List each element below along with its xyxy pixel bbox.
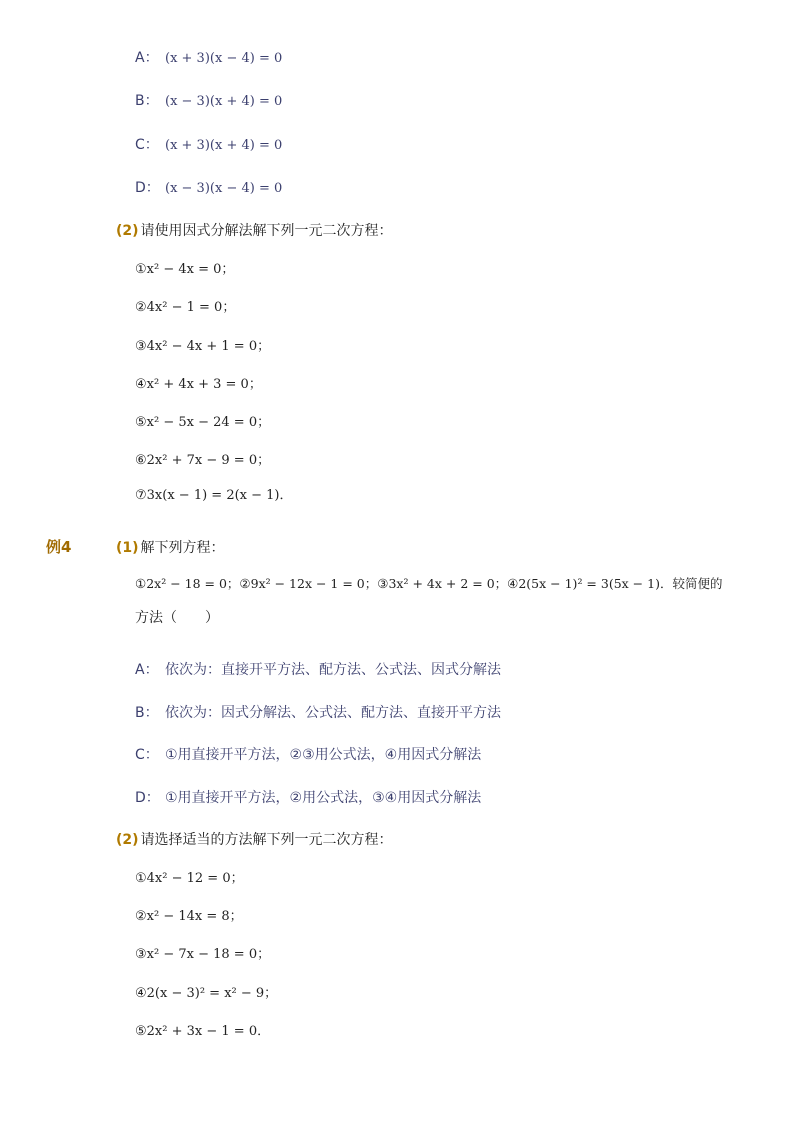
question-text: 解下列方程： (140, 540, 225, 556)
option-letter: A： (135, 662, 159, 678)
example4-part2-heading (116, 829, 393, 849)
option-text: (x + 3)(x + 4) = 0 (165, 138, 283, 153)
equation-item: ⑤x² − 5x − 24 = 0； (135, 415, 271, 430)
option-text: (x − 3)(x − 4) = 0 (165, 181, 283, 196)
example-label: 例4 (46, 538, 72, 556)
option-b (135, 90, 282, 110)
option-letter: C： (135, 747, 159, 763)
example4-part1-heading (116, 537, 225, 557)
option-text: 依次为：因式分解法、公式法、配方法、直接开平方法 (165, 705, 501, 721)
question-number: (2) (116, 832, 139, 848)
equation-item: ④2(x − 3)² = x² − 9； (135, 986, 278, 1001)
option-c (135, 744, 481, 764)
question-2-heading (116, 220, 393, 240)
question-number: (1) (116, 540, 139, 556)
equation-item: ③4x² − 4x + 1 = 0； (135, 339, 271, 354)
equation-item: ⑦3x(x − 1) = 2(x − 1)． (135, 488, 293, 503)
equation-item: ③x² − 7x − 18 = 0； (135, 947, 271, 962)
equation-item: ⑥2x² + 7x − 9 = 0； (135, 453, 271, 468)
option-letter: A： (135, 50, 159, 66)
option-a (135, 659, 501, 679)
option-d (135, 177, 282, 197)
option-letter: D： (135, 180, 160, 196)
option-d (135, 787, 481, 807)
option-letter: B： (135, 93, 159, 109)
option-letter: C： (135, 137, 159, 153)
question-number: (2) (116, 223, 139, 239)
equation-item: ②x² − 14x = 8； (135, 909, 243, 924)
option-letter: D： (135, 790, 160, 806)
equation-item: ①4x² − 12 = 0； (135, 871, 244, 886)
option-a (135, 47, 282, 67)
question-text: 请使用因式分解法解下列一元二次方程： (140, 223, 393, 239)
example4-equations-line2: 方法（ ） (135, 610, 219, 626)
option-text: 依次为：直接开平方法、配方法、公式法、因式分解法 (165, 662, 501, 678)
question-text: 请选择适当的方法解下列一元二次方程： (140, 832, 393, 848)
option-text: ①用直接开平方法，②③用公式法，④用因式分解法 (165, 747, 482, 763)
option-text: (x − 3)(x + 4) = 0 (165, 94, 283, 109)
equation-item: ④x² + 4x + 3 = 0； (135, 377, 262, 392)
option-b (135, 702, 501, 722)
example4-equations-line: ①2x² − 18 = 0；②9x² − 12x − 1 = 0；③3x² + 4x + 2 = 0；④2(5x − 1)² = 3(5x − 1)．较简便的 (135, 576, 723, 591)
option-c (135, 134, 282, 154)
option-letter: B： (135, 705, 159, 721)
equation-item: ①x² − 4x = 0； (135, 262, 235, 277)
equation-item: ⑤2x² + 3x − 1 = 0． (135, 1024, 271, 1039)
equation-item: ②4x² − 1 = 0； (135, 300, 236, 315)
option-text: (x + 3)(x − 4) = 0 (165, 51, 283, 66)
option-text: ①用直接开平方法，②用公式法，③④用因式分解法 (165, 790, 482, 806)
